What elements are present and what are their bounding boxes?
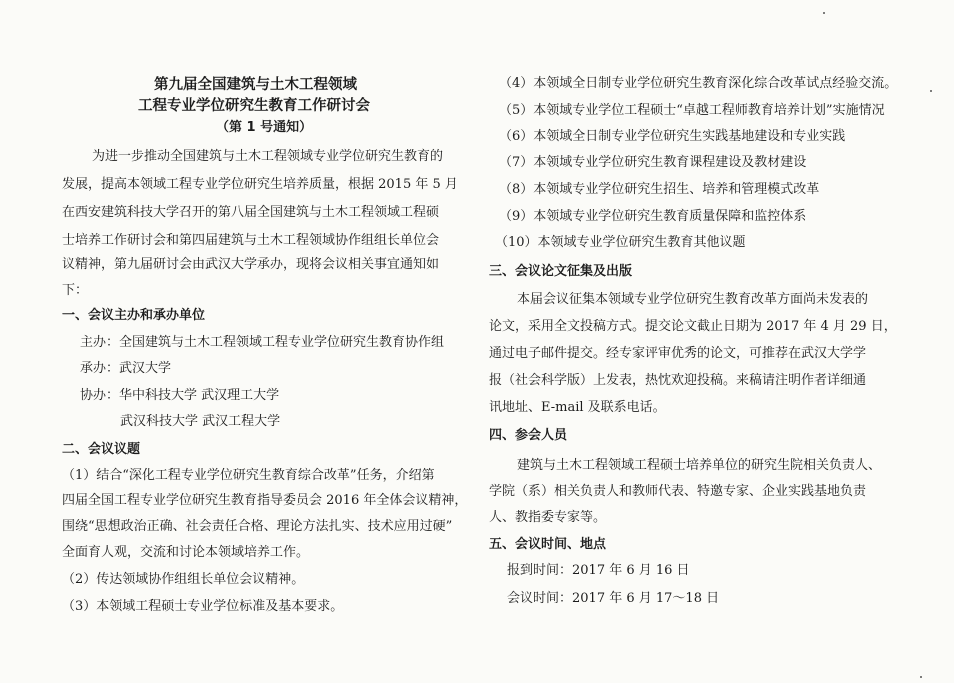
topic-line: （10）本领域专业学位研究生教育其他议题 — [495, 235, 746, 250]
section-4-line: 学院（系）相关负责人和教师代表、特邀专家、企业实践基地负责 — [489, 484, 867, 499]
section-1-line: 协办：华中科技大学 武汉理工大学 — [80, 388, 280, 403]
section-3-line: 论文，采用全文投稿方式。提交论文截止日期为 2017 年 4 月 29 日， — [489, 319, 897, 334]
section-5-line: 报到时间：2017 年 6 月 16 日 — [507, 563, 690, 578]
subtitle: （第 1 号通知） — [216, 120, 313, 135]
section-5-line: 会议时间：2017 年 6 月 17～18 日 — [507, 591, 720, 606]
topic-line: （6）本领域全日制专业学位研究生实践基地建设和专业实践 — [499, 129, 846, 144]
section-1-line: 主办：全国建筑与土木工程领域工程专业学位研究生教育协作组 — [80, 335, 445, 350]
topic-line: （5）本领域专业学位工程硕士“卓越工程师教育培养计划”实施情况 — [499, 103, 885, 118]
topic-line: （3）本领域工程硕士专业学位标准及基本要求。 — [62, 599, 344, 614]
section-4-line: 人、教指委专家等。 — [489, 510, 607, 525]
intro-line: 为进一步推动全国建筑与土木工程领域专业学位研究生教育的 — [92, 149, 444, 164]
topic-line: （2）传达领域协作组组长单位会议精神。 — [62, 572, 305, 587]
section-3-line: 报（社会科学版）上发表，热忱欢迎投稿。来稿请注明作者详细通 — [489, 373, 867, 388]
scan-speck — [823, 12, 825, 14]
section-4-heading: 四、参会人员 — [489, 428, 568, 443]
section-1-line: 武汉科技大学 武汉工程大学 — [120, 414, 281, 429]
intro-line: 在西安建筑科技大学召开的第八届全国建筑与土木工程领域工程硕 — [62, 205, 440, 220]
intro-line: 议精神，第九届研讨会由武汉大学承办，现将会议相关事宜通知如 — [62, 257, 440, 272]
topic-line: （1）结合“深化工程专业学位研究生教育综合改革”任务，介绍第 — [62, 468, 435, 483]
intro-line: 发展，提高本领域工程专业学位研究生培养质量，根据 2015 年 5 月 — [62, 177, 458, 192]
title-line-1: 第九届全国建筑与土木工程领域 — [154, 77, 357, 93]
title-line-2: 工程专业学位研究生教育工作研讨会 — [138, 98, 370, 114]
topic-line: 全面育人观，交流和讨论本领域培养工作。 — [62, 545, 310, 560]
topic-line: 围绕“思想政治正确、社会责任合格、理论方法扎实、技术应用过硬” — [62, 519, 453, 534]
intro-line: 下： — [62, 283, 89, 298]
topic-line: （4）本领域全日制专业学位研究生教育深化综合改革试点经验交流。 — [499, 76, 898, 91]
scan-speck — [930, 90, 932, 92]
scan-speck — [920, 676, 922, 678]
topic-line: 四届全国工程专业学位研究生教育指导委员会 2016 年全体会议精神， — [62, 493, 468, 508]
section-4-line: 建筑与土木工程领域工程硕士培养单位的研究生院相关负责人、 — [517, 458, 882, 473]
section-3-line: 通过电子邮件提交。经专家评审优秀的论文，可推荐在武汉大学学 — [489, 346, 867, 361]
section-1-heading: 一、会议主办和承办单位 — [62, 308, 206, 323]
section-2-heading: 二、会议议题 — [62, 442, 141, 457]
section-3-heading: 三、会议论文征集及出版 — [489, 264, 633, 279]
intro-line: 士培养工作研讨会和第四届建筑与土木工程领域协作组组长单位会 — [62, 233, 440, 248]
section-1-line: 承办：武汉大学 — [80, 361, 172, 376]
section-5-heading: 五、会议时间、地点 — [489, 537, 607, 552]
section-3-line: 讯地址、E-mail 及联系电话。 — [489, 400, 666, 415]
topic-line: （7）本领域专业学位研究生教育课程建设及教材建设 — [499, 155, 807, 170]
topic-line: （9）本领域专业学位研究生教育质量保障和监控体系 — [499, 209, 807, 224]
section-3-line: 本届会议征集本领域专业学位研究生教育改革方面尚未发表的 — [517, 292, 869, 307]
topic-line: （8）本领域专业学位研究生招生、培养和管理模式改革 — [499, 182, 820, 197]
